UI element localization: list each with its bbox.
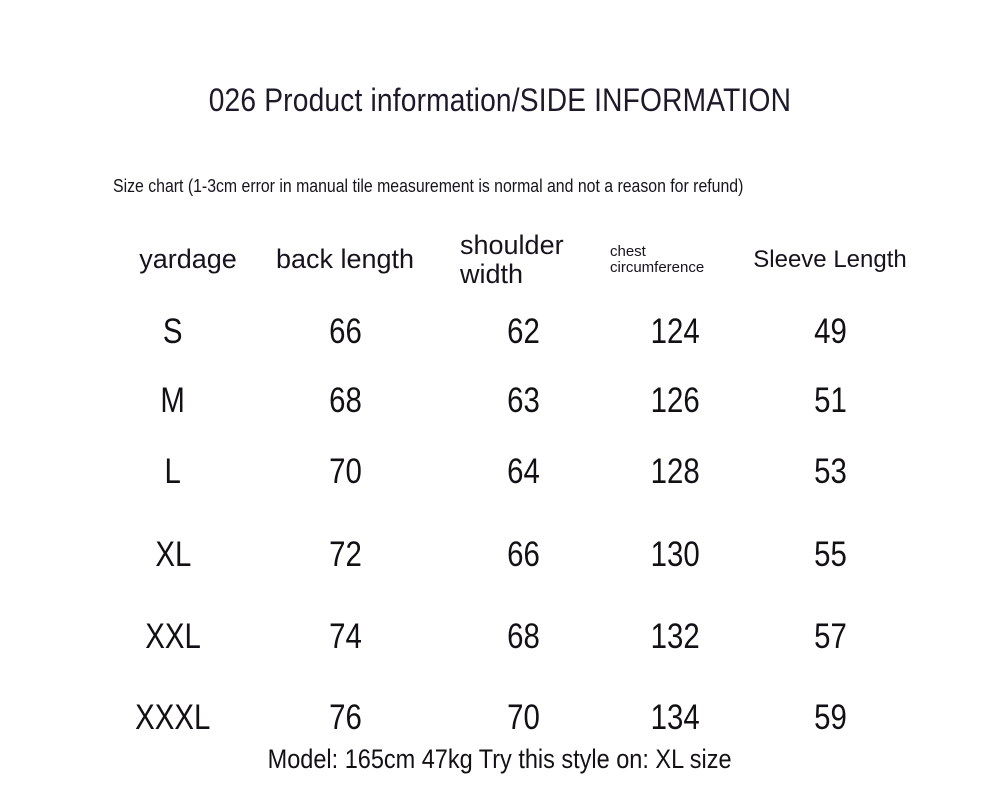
- shoulder-width-value: 63: [506, 381, 540, 420]
- table-cell-sleeve-length: [740, 451, 920, 493]
- footer-container: [0, 744, 1000, 775]
- sleeve-length-value: 55: [813, 535, 847, 574]
- size-label: XXXL: [135, 698, 211, 737]
- table-row-l: [100, 451, 920, 493]
- table-cell-size: [100, 380, 260, 422]
- table-cell-back-length: [260, 697, 430, 739]
- table-row-xxxl: [100, 697, 920, 739]
- size-label: L: [164, 452, 182, 491]
- shoulder-width-value: 70: [506, 698, 540, 737]
- table-cell-sleeve-length: [740, 311, 920, 353]
- chest-circumference-value: 124: [650, 312, 700, 351]
- table-cell-back-length: [260, 380, 430, 422]
- sleeve-length-value: 59: [813, 698, 847, 737]
- chest-circumference-value: 132: [650, 617, 700, 656]
- title-container: [0, 82, 1000, 119]
- table-cell-size: [100, 311, 260, 353]
- column-header-yardage: yardage: [139, 244, 237, 275]
- table-cell-chest-circumference: [610, 380, 740, 422]
- table-cell-back-length: [260, 534, 430, 576]
- table-cell-chest-circumference: [610, 697, 740, 739]
- table-cell-sleeve-length: [740, 616, 920, 658]
- table-row-m: [100, 380, 920, 422]
- chest-circumference-value: 134: [650, 698, 700, 737]
- table-cell-shoulder-width: [430, 697, 610, 739]
- table-cell-shoulder-width: [430, 380, 610, 422]
- table-row-s: [100, 311, 920, 353]
- size-label: XXL: [145, 617, 201, 656]
- table-row-xxl: [100, 616, 920, 658]
- column-header-sleeve-length: Sleeve Length: [753, 246, 907, 274]
- table-cell-back-length: [260, 616, 430, 658]
- model-info-note: Model: 165cm 47kg Try this style on: XL size: [268, 744, 732, 774]
- sleeve-length-value: 49: [813, 312, 847, 351]
- size-label: M: [160, 381, 186, 420]
- chest-circumference-value: 128: [650, 452, 700, 491]
- size-table-header-row: [100, 230, 920, 290]
- table-cell-sleeve-length: [740, 380, 920, 422]
- size-label: XL: [155, 535, 191, 574]
- shoulder-width-value: 62: [506, 312, 540, 351]
- table-cell-sleeve-length: [740, 697, 920, 739]
- table-cell-chest-circumference: [610, 616, 740, 658]
- page-title: 026 Product information/SIDE INFORMATION: [208, 82, 792, 118]
- sleeve-length-value: 53: [813, 452, 847, 491]
- table-cell-back-length: [260, 311, 430, 353]
- shoulder-width-value: 68: [506, 617, 540, 656]
- table-cell-size: [100, 616, 260, 658]
- back-length-value: 72: [328, 535, 362, 574]
- table-cell-sleeve-length: [740, 534, 920, 576]
- size-label: S: [163, 312, 183, 351]
- column-header-chest-circumference: chest circumference: [610, 242, 705, 276]
- table-cell-back-length: [260, 451, 430, 493]
- size-chart-note: Size chart (1-3cm error in manual tile measurement is normal and not a reason for refund): [113, 176, 744, 196]
- sleeve-length-value: 51: [813, 381, 847, 420]
- table-cell-chest-circumference: [610, 311, 740, 353]
- shoulder-width-value: 64: [506, 452, 540, 491]
- shoulder-width-value: 66: [506, 535, 540, 574]
- table-cell-shoulder-width: [430, 616, 610, 658]
- table-cell-size: [100, 451, 260, 493]
- sleeve-length-value: 57: [813, 617, 847, 656]
- back-length-value: 70: [328, 452, 362, 491]
- back-length-value: 74: [328, 617, 362, 656]
- chest-circumference-value: 130: [650, 535, 700, 574]
- table-cell-size: [100, 534, 260, 576]
- table-cell-shoulder-width: [430, 534, 610, 576]
- table-cell-size: [100, 697, 260, 739]
- table-cell-chest-circumference: [610, 534, 740, 576]
- column-header-shoulder-width: shoulder width: [460, 229, 564, 289]
- table-cell-shoulder-width: [430, 451, 610, 493]
- back-length-value: 76: [328, 698, 362, 737]
- back-length-value: 68: [328, 381, 362, 420]
- column-header-back-length: back length: [275, 244, 415, 275]
- table-cell-chest-circumference: [610, 451, 740, 493]
- table-row-xl: [100, 534, 920, 576]
- chest-circumference-value: 126: [650, 381, 700, 420]
- back-length-value: 66: [328, 312, 362, 351]
- table-cell-shoulder-width: [430, 311, 610, 353]
